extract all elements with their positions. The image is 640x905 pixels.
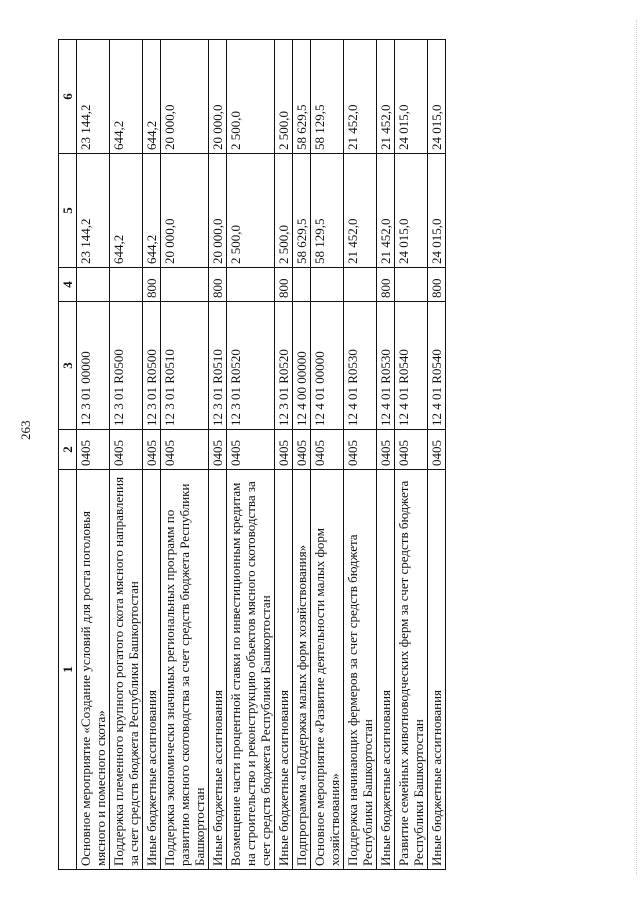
amount-col6: 21 452,0 [344, 40, 377, 154]
target-code: 12 4 01 R0530 [344, 302, 377, 430]
item-name: Поддержка племенного крупного рогатого скота мясного направления за счет средств бюджета Республики Башкортостан [110, 470, 143, 870]
section-code: 0405 [227, 430, 275, 470]
table-row [293, 40, 311, 870]
section-code: 0405 [275, 430, 293, 470]
target-code: 12 3 01 R0510 [209, 302, 227, 430]
column-header: 6 [59, 40, 77, 154]
expense-type: 800 [275, 268, 293, 302]
item-name: Возмещение части процентной ставки по инвестиционным кредитам на строительство и реконструкцию объектов мясного скотоводства за счет средств бюджета Республики Башкортостан [227, 470, 275, 870]
section-code: 0405 [161, 430, 209, 470]
item-name: Иные бюджетные ассигнования [428, 470, 446, 870]
amount-col6: 644,2 [110, 40, 143, 154]
column-header: 2 [59, 430, 77, 470]
item-name: Иные бюджетные ассигнования [377, 470, 395, 870]
table-row [143, 40, 161, 870]
target-code: 12 4 01 00000 [311, 302, 344, 430]
expense-type [77, 268, 110, 302]
expense-type [344, 268, 377, 302]
expense-type [227, 268, 275, 302]
table-body [77, 40, 446, 870]
item-name: Подпрограмма «Поддержка малых форм хозяйствования» [293, 470, 311, 870]
amount-col5: 644,2 [143, 154, 161, 268]
budget-table [58, 39, 446, 870]
amount-col6: 20 000,0 [209, 40, 227, 154]
table-row [161, 40, 209, 870]
section-code: 0405 [209, 430, 227, 470]
target-code: 12 4 00 00000 [293, 302, 311, 430]
amount-col5: 24 015,0 [395, 154, 428, 268]
amount-col5: 2 500,0 [227, 154, 275, 268]
amount-col6: 23 144,2 [77, 40, 110, 154]
item-name: Поддержка экономически значимых региональных программ по развитию мясного скотоводства за счет средств бюджета Республики Башкортостан [161, 470, 209, 870]
table-header-row [59, 40, 77, 870]
amount-col6: 644,2 [143, 40, 161, 154]
amount-col5: 2 500,0 [275, 154, 293, 268]
target-code: 12 3 01 R0500 [110, 302, 143, 430]
section-code: 0405 [143, 430, 161, 470]
table-row [209, 40, 227, 870]
column-header: 1 [59, 470, 77, 870]
table-row [311, 40, 344, 870]
section-code: 0405 [77, 430, 110, 470]
item-name: Основное мероприятие «Развитие деятельности малых форм хозяйствования» [311, 470, 344, 870]
item-name: Иные бюджетные ассигнования [143, 470, 161, 870]
amount-col5: 21 452,0 [377, 154, 395, 268]
amount-col6: 24 015,0 [428, 40, 446, 154]
column-header: 4 [59, 268, 77, 302]
expense-type [110, 268, 143, 302]
column-header: 3 [59, 302, 77, 430]
expense-type: 800 [143, 268, 161, 302]
amount-col6: 2 500,0 [275, 40, 293, 154]
table-row [395, 40, 428, 870]
rotated-page-content [58, 40, 533, 870]
amount-col6: 58 629,5 [293, 40, 311, 154]
target-code: 12 3 01 R0520 [275, 302, 293, 430]
table-row [377, 40, 395, 870]
expense-type: 800 [377, 268, 395, 302]
amount-col5: 24 015,0 [428, 154, 446, 268]
table-row [344, 40, 377, 870]
target-code: 12 4 01 R0540 [428, 302, 446, 430]
table-row [227, 40, 275, 870]
section-code: 0405 [377, 430, 395, 470]
item-name: Иные бюджетные ассигнования [275, 470, 293, 870]
section-code: 0405 [293, 430, 311, 470]
amount-col5: 58 129,5 [311, 154, 344, 268]
section-code: 0405 [428, 430, 446, 470]
expense-type [311, 268, 344, 302]
amount-col6: 24 015,0 [395, 40, 428, 154]
target-code: 12 4 01 R0540 [395, 302, 428, 430]
scan-edge-marks [634, 20, 637, 875]
column-header: 5 [59, 154, 77, 268]
expense-type: 800 [209, 268, 227, 302]
expense-type [395, 268, 428, 302]
amount-col6: 2 500,0 [227, 40, 275, 154]
amount-col5: 644,2 [110, 154, 143, 268]
section-code: 0405 [110, 430, 143, 470]
expense-type: 800 [428, 268, 446, 302]
amount-col6: 21 452,0 [377, 40, 395, 154]
page-number: 263 [18, 420, 33, 440]
table-row [428, 40, 446, 870]
section-code: 0405 [395, 430, 428, 470]
amount-col5: 20 000,0 [209, 154, 227, 268]
item-name: Развитие семейных животноводческих ферм за счет средств бюджета Республики Башкортостан [395, 470, 428, 870]
table-row [275, 40, 293, 870]
amount-col6: 20 000,0 [161, 40, 209, 154]
amount-col6: 58 129,5 [311, 40, 344, 154]
target-code: 12 3 01 R0510 [161, 302, 209, 430]
target-code: 12 3 01 00000 [77, 302, 110, 430]
table-row [110, 40, 143, 870]
item-name: Основное мероприятие «Создание условий для роста поголовья мясного и помесного скота» [77, 470, 110, 870]
item-name: Иные бюджетные ассигнования [209, 470, 227, 870]
table-row [77, 40, 110, 870]
amount-col5: 20 000,0 [161, 154, 209, 268]
expense-type [293, 268, 311, 302]
target-code: 12 4 01 R0530 [377, 302, 395, 430]
section-code: 0405 [311, 430, 344, 470]
expense-type [161, 268, 209, 302]
amount-col5: 58 629,5 [293, 154, 311, 268]
item-name: Поддержка начинающих фермеров за счет средств бюджета Республики Башкортостан [344, 470, 377, 870]
section-code: 0405 [344, 430, 377, 470]
amount-col5: 23 144,2 [77, 154, 110, 268]
amount-col5: 21 452,0 [344, 154, 377, 268]
target-code: 12 3 01 R0500 [143, 302, 161, 430]
target-code: 12 3 01 R0520 [227, 302, 275, 430]
